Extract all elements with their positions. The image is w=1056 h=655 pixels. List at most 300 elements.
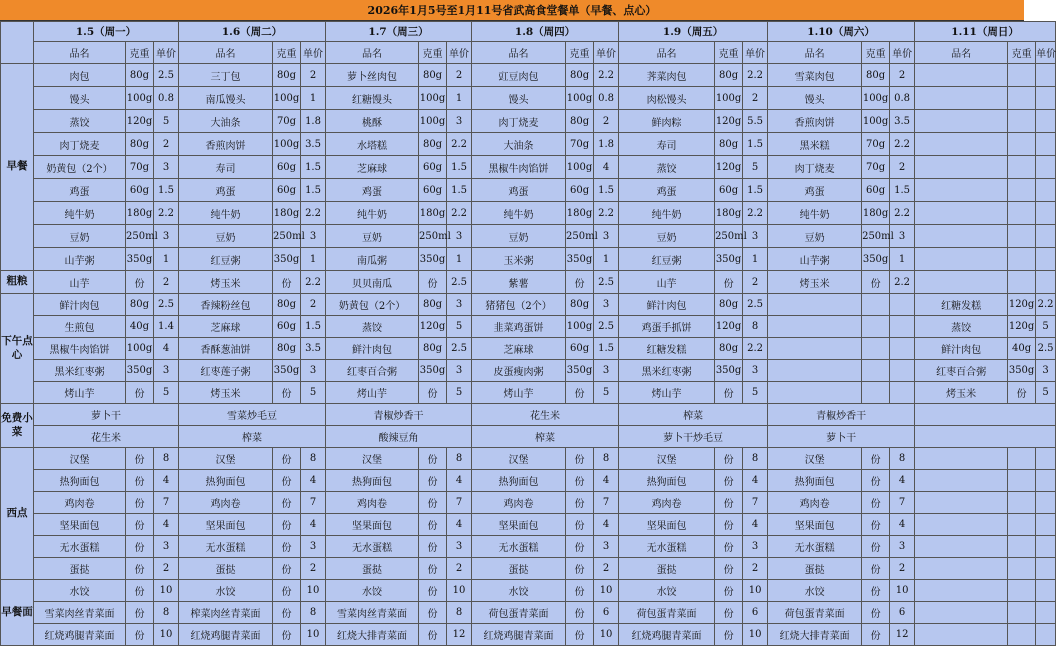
item-weight [1008, 133, 1036, 156]
item-name: 烤玉米 [768, 271, 862, 294]
item-weight: 80g [419, 133, 447, 156]
item-price: 2 [890, 64, 915, 87]
western-row [1, 536, 1056, 558]
item-name: 黑椒牛肉馅饼 [34, 338, 126, 360]
item-weight: 份 [1008, 382, 1036, 404]
item-price: 2.2 [594, 64, 619, 87]
menu-table [0, 21, 1056, 646]
breakfast-noodle-row [1, 624, 1056, 646]
item-name: 鸡蛋 [179, 179, 273, 202]
item-weight: 份 [862, 624, 890, 646]
afternoon-snack-row [1, 316, 1056, 338]
afternoon-snack-row [1, 338, 1056, 360]
item-weight: 份 [419, 602, 447, 624]
item-price: 1.5 [743, 133, 768, 156]
item-price: 1.5 [301, 179, 326, 202]
day-header: 1.5（周一） [34, 22, 179, 42]
item-weight: 100g [273, 133, 301, 156]
item-weight [1008, 602, 1036, 624]
col-header-price: 单价 [447, 42, 472, 64]
col-header-name: 品名 [326, 42, 419, 64]
item-price [1036, 558, 1056, 580]
item-weight: 180g [862, 202, 890, 225]
item-weight: 份 [862, 448, 890, 470]
item-name: 烤山芋 [472, 382, 566, 404]
item-weight: 份 [566, 624, 594, 646]
item-price: 1.5 [743, 179, 768, 202]
item-price: 4 [301, 470, 326, 492]
item-name: 南瓜馒头 [179, 87, 273, 110]
col-header-name: 品名 [619, 42, 715, 64]
category-label: 西点 [1, 448, 34, 580]
item-weight: 份 [419, 580, 447, 602]
item-name [915, 448, 1008, 470]
col-header-name: 品名 [472, 42, 566, 64]
item-name: 纯牛奶 [326, 202, 419, 225]
item-weight: 350g [862, 248, 890, 271]
item-name: 无水蛋糕 [619, 536, 715, 558]
item-name: 烤山芋 [619, 382, 715, 404]
item-weight: 份 [566, 382, 594, 404]
item-weight: 80g [715, 133, 743, 156]
side-dish: 榨菜 [619, 404, 768, 426]
item-weight [862, 360, 890, 382]
breakfast-row [1, 179, 1056, 202]
item-weight [1008, 271, 1036, 294]
item-weight: 120g [715, 156, 743, 179]
corner-cell [1, 22, 34, 64]
item-price: 8 [743, 448, 768, 470]
item-name [768, 338, 862, 360]
item-weight: 100g [566, 87, 594, 110]
item-weight [1008, 179, 1036, 202]
item-weight: 250ml [126, 225, 154, 248]
item-price [1036, 156, 1056, 179]
item-price [1036, 492, 1056, 514]
breakfast-row [1, 225, 1056, 248]
item-price: 3 [743, 360, 768, 382]
day-header: 1.8（周四） [472, 22, 619, 42]
item-name: 红豆粥 [179, 248, 273, 271]
item-price: 5 [1036, 382, 1056, 404]
item-price: 2.2 [301, 202, 326, 225]
item-price: 4 [890, 514, 915, 536]
item-name: 鸡肉卷 [179, 492, 273, 514]
item-name: 无水蛋糕 [472, 536, 566, 558]
western-row [1, 492, 1056, 514]
breakfast-row [1, 64, 1056, 87]
item-name: 热狗面包 [34, 470, 126, 492]
free-side-row [1, 404, 1056, 426]
item-price: 2.5 [1036, 338, 1056, 360]
item-name: 山芋 [34, 271, 126, 294]
side-dish: 萝卜干 [34, 404, 179, 426]
item-price [890, 360, 915, 382]
item-weight: 份 [273, 602, 301, 624]
category-label: 下午点心 [1, 294, 34, 404]
day-header: 1.9（周五） [619, 22, 768, 42]
item-weight: 60g [419, 156, 447, 179]
item-price: 4 [301, 514, 326, 536]
item-name [915, 514, 1008, 536]
item-name: 蒸饺 [915, 316, 1008, 338]
item-weight [1008, 558, 1036, 580]
item-name: 香煎肉饼 [768, 110, 862, 133]
item-weight [1008, 156, 1036, 179]
item-weight: 份 [715, 558, 743, 580]
item-name: 鲜汁肉包 [915, 338, 1008, 360]
item-name: 豆奶 [179, 225, 273, 248]
item-weight: 份 [126, 470, 154, 492]
item-price: 3 [594, 225, 619, 248]
item-price: 2.2 [743, 338, 768, 360]
item-weight: 份 [419, 624, 447, 646]
item-price: 3 [743, 225, 768, 248]
item-price: 5 [743, 156, 768, 179]
item-price: 8 [301, 602, 326, 624]
item-name: 蒸饺 [34, 110, 126, 133]
col-header-price: 单价 [1036, 42, 1056, 64]
item-weight [1008, 110, 1036, 133]
item-name [915, 225, 1008, 248]
breakfast-row [1, 156, 1056, 179]
item-weight: 份 [566, 271, 594, 294]
item-weight: 份 [419, 492, 447, 514]
item-name: 水饺 [326, 580, 419, 602]
item-price: 2 [743, 558, 768, 580]
item-name: 红烧鸡腿青菜面 [619, 624, 715, 646]
item-weight: 60g [273, 179, 301, 202]
item-price: 2.2 [301, 271, 326, 294]
item-weight: 份 [566, 470, 594, 492]
col-header-weight: 克重 [1008, 42, 1036, 64]
item-weight: 份 [419, 514, 447, 536]
item-weight: 350g [566, 360, 594, 382]
item-price: 2.2 [447, 202, 472, 225]
item-weight: 120g [1008, 316, 1036, 338]
breakfast-row [1, 87, 1056, 110]
item-weight: 350g [715, 248, 743, 271]
item-price: 3 [890, 225, 915, 248]
item-weight: 350g [273, 248, 301, 271]
item-name [768, 294, 862, 316]
item-name [915, 470, 1008, 492]
item-weight: 份 [566, 536, 594, 558]
item-weight [1008, 514, 1036, 536]
item-weight: 份 [715, 448, 743, 470]
item-price: 2.2 [890, 202, 915, 225]
item-price [1036, 225, 1056, 248]
item-weight: 份 [273, 271, 301, 294]
item-price [890, 294, 915, 316]
item-weight: 份 [862, 514, 890, 536]
item-weight: 份 [715, 602, 743, 624]
item-name: 红烧鸡腿青菜面 [472, 624, 566, 646]
item-name [915, 271, 1008, 294]
item-weight: 份 [273, 382, 301, 404]
item-name: 水饺 [472, 580, 566, 602]
item-price: 2.2 [743, 64, 768, 87]
item-price: 3 [447, 110, 472, 133]
item-name: 烤山芋 [326, 382, 419, 404]
item-name: 豆奶 [768, 225, 862, 248]
item-price: 8 [594, 448, 619, 470]
item-weight: 70g [273, 110, 301, 133]
breakfast-row [1, 133, 1056, 156]
breakfast-row [1, 110, 1056, 133]
item-price: 5 [154, 382, 179, 404]
item-name: 蛋挞 [619, 558, 715, 580]
coarse-grain-row [1, 271, 1056, 294]
col-header-name: 品名 [915, 42, 1008, 64]
item-name: 奶黄包（2个） [326, 294, 419, 316]
item-name: 鸡蛋 [34, 179, 126, 202]
item-price [1036, 87, 1056, 110]
item-weight: 份 [715, 514, 743, 536]
item-name: 汉堡 [179, 448, 273, 470]
item-weight: 份 [566, 492, 594, 514]
side-dish [915, 404, 1056, 426]
item-name: 汉堡 [619, 448, 715, 470]
item-price: 3 [301, 536, 326, 558]
item-price [1036, 248, 1056, 271]
side-dish: 雪菜炒毛豆 [179, 404, 326, 426]
item-name: 荠菜肉包 [619, 64, 715, 87]
item-price: 4 [447, 514, 472, 536]
item-name: 山芋粥 [34, 248, 126, 271]
free-side-row [1, 426, 1056, 448]
item-price: 3 [594, 294, 619, 316]
item-name: 坚果面包 [326, 514, 419, 536]
item-price: 3 [154, 225, 179, 248]
item-weight: 60g [862, 179, 890, 202]
item-name: 热狗面包 [179, 470, 273, 492]
item-weight: 100g [126, 87, 154, 110]
item-weight: 80g [126, 133, 154, 156]
item-weight [1008, 248, 1036, 271]
item-name: 烤山芋 [34, 382, 126, 404]
item-price: 3 [1036, 360, 1056, 382]
item-price: 1.8 [301, 110, 326, 133]
item-price [1036, 536, 1056, 558]
item-name: 馒头 [472, 87, 566, 110]
item-weight: 60g [273, 316, 301, 338]
item-name: 纯牛奶 [619, 202, 715, 225]
item-name [915, 558, 1008, 580]
item-name: 荷包蛋青菜面 [768, 602, 862, 624]
item-weight: 250ml [715, 225, 743, 248]
item-price: 5 [1036, 316, 1056, 338]
item-weight: 80g [715, 294, 743, 316]
item-price: 10 [301, 624, 326, 646]
item-name: 烤玉米 [179, 271, 273, 294]
item-name: 芝麻球 [179, 316, 273, 338]
item-price: 5 [154, 110, 179, 133]
item-name: 玉米粥 [472, 248, 566, 271]
item-name: 蒸饺 [619, 156, 715, 179]
item-weight: 80g [715, 338, 743, 360]
item-weight: 份 [566, 602, 594, 624]
item-weight: 350g [419, 360, 447, 382]
item-price: 1 [743, 248, 768, 271]
item-weight: 份 [715, 492, 743, 514]
western-row [1, 448, 1056, 470]
breakfast-row [1, 202, 1056, 225]
item-weight: 120g [1008, 294, 1036, 316]
item-weight: 份 [126, 536, 154, 558]
item-weight: 份 [126, 271, 154, 294]
item-name [915, 64, 1008, 87]
item-price: 3 [301, 225, 326, 248]
item-price: 2 [447, 558, 472, 580]
item-price [1036, 624, 1056, 646]
item-price: 2 [154, 271, 179, 294]
item-weight: 350g [1008, 360, 1036, 382]
side-dish: 榨菜 [472, 426, 619, 448]
item-weight: 350g [419, 248, 447, 271]
item-price: 4 [447, 470, 472, 492]
item-weight: 100g [419, 110, 447, 133]
item-weight: 份 [715, 536, 743, 558]
item-weight [1008, 492, 1036, 514]
item-weight: 80g [566, 110, 594, 133]
item-price: 12 [890, 624, 915, 646]
item-name: 奶黄包（2个） [34, 156, 126, 179]
col-header-price: 单价 [594, 42, 619, 64]
item-name: 坚果面包 [472, 514, 566, 536]
item-name: 雪菜肉丝青菜面 [326, 602, 419, 624]
item-name: 紫薯 [472, 271, 566, 294]
item-price: 1.5 [447, 179, 472, 202]
item-price: 2.2 [890, 271, 915, 294]
item-weight: 份 [566, 514, 594, 536]
item-price: 10 [890, 580, 915, 602]
item-price: 3 [743, 536, 768, 558]
item-price: 3.5 [301, 338, 326, 360]
item-name: 汉堡 [326, 448, 419, 470]
item-price [1036, 470, 1056, 492]
item-weight: 100g [419, 87, 447, 110]
item-weight: 份 [419, 470, 447, 492]
item-price: 0.8 [890, 87, 915, 110]
col-header-price: 单价 [890, 42, 915, 64]
item-price: 2.5 [447, 338, 472, 360]
breakfast-noodle-row [1, 580, 1056, 602]
side-dish: 萝卜干 [768, 426, 915, 448]
item-price [1036, 448, 1056, 470]
item-price: 4 [890, 470, 915, 492]
item-price: 3 [154, 156, 179, 179]
item-weight: 350g [715, 360, 743, 382]
item-weight: 份 [126, 602, 154, 624]
item-name: 坚果面包 [768, 514, 862, 536]
item-name: 红烧鸡腿青菜面 [34, 624, 126, 646]
item-weight: 60g [273, 156, 301, 179]
item-price: 1 [301, 248, 326, 271]
item-price: 3 [447, 294, 472, 316]
item-price: 2.5 [594, 316, 619, 338]
item-weight: 份 [273, 514, 301, 536]
item-weight: 份 [862, 558, 890, 580]
item-price: 3 [301, 360, 326, 382]
item-weight: 180g [715, 202, 743, 225]
item-name [768, 382, 862, 404]
item-weight: 份 [715, 382, 743, 404]
item-price: 1.5 [594, 179, 619, 202]
item-name: 芝麻球 [472, 338, 566, 360]
item-name: 鲜汁肉包 [326, 338, 419, 360]
item-weight: 180g [273, 202, 301, 225]
item-weight: 份 [273, 470, 301, 492]
item-price: 1.4 [154, 316, 179, 338]
item-name: 鲜汁肉包 [34, 294, 126, 316]
item-price: 2.5 [154, 64, 179, 87]
item-price: 2.2 [1036, 294, 1056, 316]
item-name: 香酥葱油饼 [179, 338, 273, 360]
item-weight: 80g [126, 64, 154, 87]
item-weight: 份 [419, 448, 447, 470]
item-name: 萝卜丝肉包 [326, 64, 419, 87]
item-name [915, 580, 1008, 602]
item-weight: 80g [862, 64, 890, 87]
item-price: 2.5 [447, 271, 472, 294]
breakfast-noodle-row [1, 602, 1056, 624]
item-price: 3 [154, 360, 179, 382]
item-price: 2.2 [154, 202, 179, 225]
item-price: 8 [447, 448, 472, 470]
item-name: 红枣百合粥 [915, 360, 1008, 382]
side-dish: 花生米 [472, 404, 619, 426]
item-weight: 份 [273, 580, 301, 602]
item-price: 1.8 [594, 133, 619, 156]
category-label: 早餐面 [1, 580, 34, 646]
item-name: 肉丁烧麦 [768, 156, 862, 179]
item-name: 韭菜鸡蛋饼 [472, 316, 566, 338]
item-name: 豆奶 [619, 225, 715, 248]
item-weight: 份 [862, 536, 890, 558]
item-name: 无水蛋糕 [179, 536, 273, 558]
item-price [1036, 202, 1056, 225]
item-weight: 100g [566, 316, 594, 338]
col-header-name: 品名 [768, 42, 862, 64]
item-weight: 份 [862, 470, 890, 492]
item-name [915, 87, 1008, 110]
item-price: 2 [594, 558, 619, 580]
item-price: 2 [154, 558, 179, 580]
menu-title: 2026年1月5号至1月11号省武高食堂餐单（早餐、点心） [0, 0, 1024, 21]
item-price: 0.8 [154, 87, 179, 110]
item-name: 黑米红枣粥 [619, 360, 715, 382]
item-price: 2.2 [594, 202, 619, 225]
item-price: 10 [594, 624, 619, 646]
item-price: 2.5 [154, 294, 179, 316]
item-name: 水饺 [619, 580, 715, 602]
item-price: 5 [301, 382, 326, 404]
item-weight: 份 [126, 580, 154, 602]
item-weight: 100g [273, 87, 301, 110]
item-name: 山芋粥 [768, 248, 862, 271]
item-name: 汉堡 [472, 448, 566, 470]
item-price [1036, 179, 1056, 202]
col-header-weight: 克重 [862, 42, 890, 64]
item-name: 馒头 [34, 87, 126, 110]
afternoon-snack-row [1, 294, 1056, 316]
item-weight: 份 [126, 558, 154, 580]
item-name [915, 248, 1008, 271]
item-price: 1.5 [301, 156, 326, 179]
item-weight: 份 [862, 580, 890, 602]
side-dish: 花生米 [34, 426, 179, 448]
